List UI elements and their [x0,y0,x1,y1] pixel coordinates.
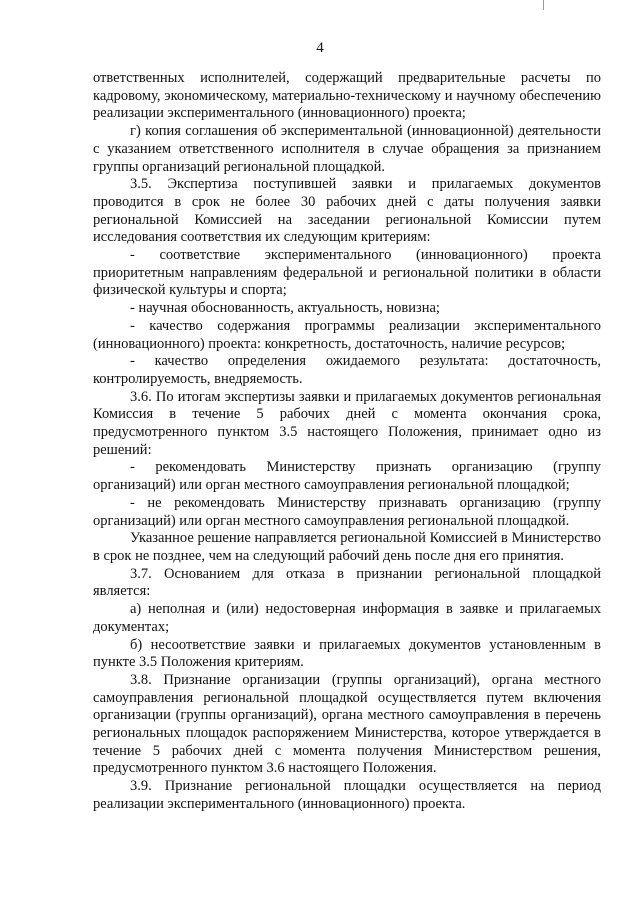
paragraph-item-g: г) копия соглашения об экспериментальной (инновационной) деятельности с указанием ответственного исполнителя в случае обращения за признанием группы организаций региональной площадкой. [93,123,601,175]
criterion-item: - научная обоснованность, актуальность, новизна; [130,300,440,317]
page-number: 4 [316,40,324,56]
criterion-item: - качество определения ожидаемого результата: достаточность, контролируемость, внедряемость. [93,353,601,387]
paragraph-3-9: 3.9. Признание региональной площадки осуществляется на период реализации экспериментального (инновационного) проекта. [93,778,601,812]
decision-item: - рекомендовать Министерству признать организацию (группу организаций) или орган местного самоуправления региональной площадкой; [93,459,601,494]
refusal-item-b: б) несоответствие заявки и прилагаемых документов установленным в пункте 3.5 Положения критериям. [93,636,601,671]
paragraph-continuation: ответственных исполнителей, содержащий предварительные расчеты по кадровому, экономическому, материально-техническому и научному обеспечению реализации экспериментального (инновационного) проекта; [93,70,601,122]
paragraph-decision-sent: Указанное решение направляется региональной Комиссией в Министерство в срок не позднее, чем на следующий рабочий день после дня его принятия. [93,530,601,564]
criterion-item: - соответствие экспериментального (инновационного) проекта приоритетным направлениям федеральной и региональной политики в области физической культуры и спорта; [93,247,601,299]
refusal-item-a: а) неполная и (или) недостоверная информация в заявке и прилагаемых документах; [93,601,601,635]
paragraph-3-8: 3.8. Признание организации (группы организаций), органа местного самоуправления региональной площадкой осуществляется путем включения организации (группы организаций), органа местного самоуправления в перечень региональных площадок распоряжением Министерства, которое утверждается в течение 5 рабочих дней с момента получения Министерством решения, предусмотренного пунктом 3.6 настоящего Положения. [93,671,601,777]
document-body [93,70,601,814]
decision-item: - не рекомендовать Министерству признавать организацию (группу организаций) или орган местного самоуправления региональной площадкой. [93,494,601,529]
scan-edge-mark [543,0,544,10]
paragraph-3-5: 3.5. Экспертиза поступившей заявки и прилагаемых документов проводится в срок не более 30 рабочих дней с даты получения заявки региональной Комиссией на заседании региональной Комиссии путем исследования соответствия их следующим критериям: [93,176,601,246]
paragraph-3-7: 3.7. Основанием для отказа в признании региональной площадкой является: [93,565,601,600]
paragraph-3-6: 3.6. По итогам экспертизы заявки и прилагаемых документов региональная Комиссия в течение 5 рабочих дней с момента окончания срока, предусмотренного пунктом 3.5 настоящего Положения, принимает одно из решений: [93,388,601,458]
criterion-item: - качество содержания программы реализации экспериментального (инновационного) проекта: конкретность, достаточность, наличие ресурсов; [93,317,601,352]
